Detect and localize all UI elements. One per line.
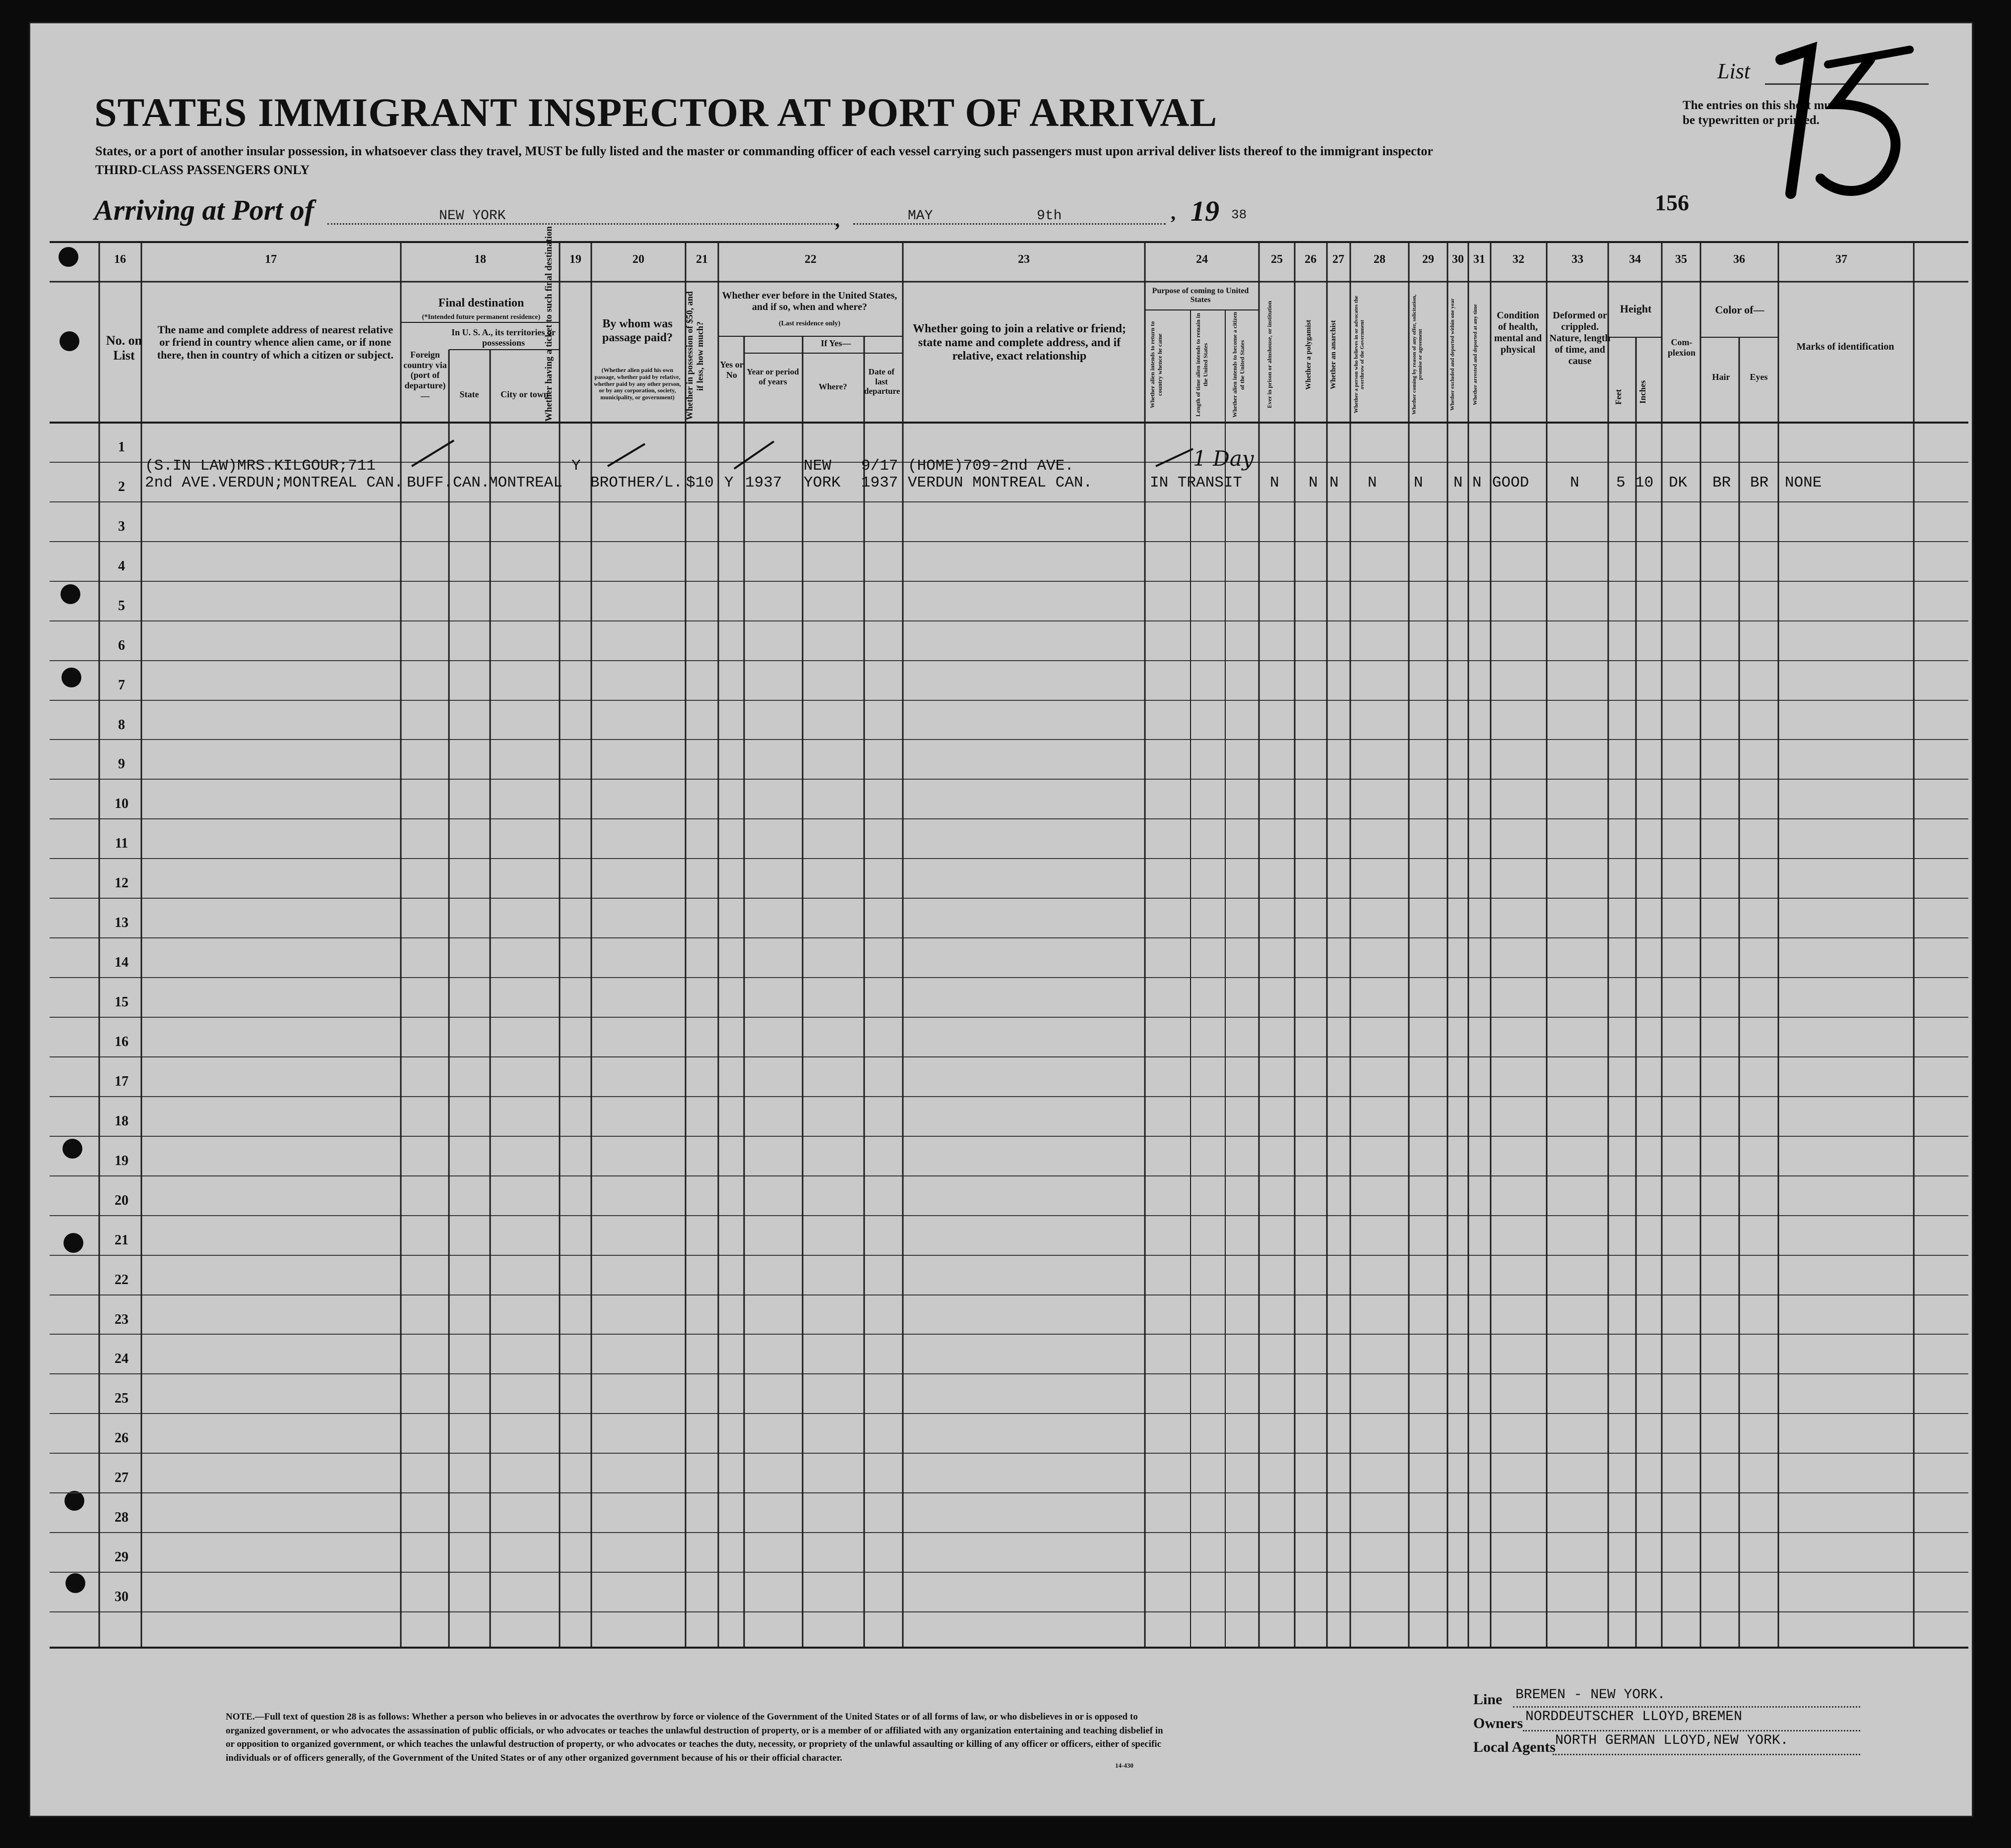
page-title: STATES IMMIGRANT INSPECTOR AT PORT OF ARRIVAL (94, 90, 1218, 135)
column-number-28: 28 (1374, 253, 1385, 266)
page-subtitle: States, or a port of another insular possession, in whatsoever class they travel, MUST be fully listed and the master or commanding officer of each vessel carrying such passengers must upon arrival deliver lists thereof to the immigrant inspector (95, 144, 1433, 158)
agents-underline (1553, 1754, 1860, 1755)
cell-eyes: BR (1750, 474, 1769, 492)
column-number-30: 30 (1452, 253, 1464, 266)
agents-label: Local Agents (1473, 1739, 1556, 1755)
header-eyes: Eyes (1750, 372, 1768, 382)
line-underline (1513, 1706, 1860, 1708)
row-number-26: 26 (115, 1430, 128, 1446)
agents-value: NORTH GERMAN LLOYD,NEW YORK. (1555, 1733, 1789, 1748)
column-number-36: 36 (1733, 253, 1745, 266)
header-deformed: Deformed or crippled. Nature, length of time, and cause (1549, 310, 1611, 367)
cell-polygamist: N (1309, 474, 1318, 492)
header-final-destination-note: (*Intended future permanent residence) (422, 313, 541, 321)
cell-join-line2: VERDUN MONTREAL CAN. (908, 474, 1093, 492)
header-purpose-length: Length of time alien intends to remain in the United States (1194, 313, 1209, 417)
column-number-20: 20 (632, 253, 644, 266)
row-number-23: 23 (115, 1312, 128, 1327)
header-passage-paid: By whom was passage paid? (602, 317, 673, 344)
row-number-3: 3 (118, 519, 125, 534)
row-number-22: 22 (115, 1272, 128, 1288)
column-number-18: 18 (474, 253, 486, 266)
header-offer: Whether coming by reason of any offer, solicitation, promise or agreement (1411, 294, 1423, 415)
header-purpose: Purpose of coming to United States (1152, 287, 1249, 305)
row-number-10: 10 (115, 796, 128, 811)
header-yes-no: Yes or No (720, 360, 744, 380)
row-number-30: 30 (115, 1589, 128, 1604)
row-number-29: 29 (115, 1549, 128, 1565)
header-before-us: Whether ever before in the United States, and if so, when and where? (722, 290, 897, 312)
column-number-16: 16 (114, 253, 126, 266)
row-number-5: 5 (118, 598, 125, 614)
row-number-19: 19 (115, 1153, 128, 1169)
row-number-16: 16 (115, 1034, 128, 1049)
column-number-22: 22 (805, 253, 817, 266)
cell-purpose: IN TRANSIT (1150, 474, 1243, 492)
cell-city: MONTREAL (489, 474, 563, 492)
column-number-32: 32 (1512, 253, 1524, 266)
cell-arrested: N (1472, 474, 1482, 492)
row-number-18: 18 (115, 1113, 128, 1129)
column-number-25: 25 (1271, 253, 1283, 266)
row-number-28: 28 (115, 1510, 128, 1525)
sheet-number: 156 (1655, 190, 1689, 215)
list-label: List (1717, 59, 1751, 83)
column-number-35: 35 (1675, 253, 1687, 266)
column-number-24: 24 (1196, 253, 1208, 266)
header-hair: Hair (1712, 372, 1730, 382)
port-value: NEW YORK (439, 208, 506, 224)
cell-date-line1: 9/17 (861, 457, 898, 475)
column-number-17: 17 (265, 253, 277, 266)
row-number-12: 12 (115, 875, 128, 891)
row-number-14: 14 (115, 955, 128, 970)
line-label: Line (1473, 1691, 1503, 1708)
column-number-29: 29 (1422, 253, 1434, 266)
row-number-24: 24 (115, 1351, 128, 1366)
cell-length-handwritten: 1 Day (1193, 446, 1254, 471)
typewritten-note: The entries on this sheet must be typewritten or printed. (1683, 99, 1840, 127)
header-no-on-list: No. on List (106, 333, 142, 363)
header-polygamist: Whether a polygamist (1305, 319, 1313, 390)
footer-note: NOTE.—Full text of question 28 is as follows: Whether a person who believes in or advocates the overthrow by force or violence of the Government of the United States or of all forms of law, or who disbelieves in or is opposed to organized government, or who advocates the assassination of public officials, or who advocates or teaches the unlawful destruction of property, or is a member of or affiliated with any organization entertaining and teaching disbelief in or opposition to organized government, or which teaches the unlawful destruction of property, or who advocates or teaches the duty, necessity, or propriety of the unlawful assaulting or killing of any officer or officers, either of specific individuals or of officers generally, of the Government of the United States or of any other organized government because of his or their official character. (226, 1712, 1163, 1763)
header-arrested: Whether arrested and deported at any time (1472, 304, 1478, 405)
row-number-8: 8 (118, 717, 125, 733)
row-number-13: 13 (115, 915, 128, 930)
row-number-11: 11 (115, 836, 128, 851)
header-final-destination: Final destination (438, 297, 524, 309)
header-relative: The name and complete address of nearest relative or friend in country whence alien came, or if none there, then in country of which a citizen or subject. (157, 323, 394, 361)
header-marks: Marks of identification (1796, 341, 1894, 352)
row-number-20: 20 (115, 1193, 128, 1208)
year-suffix: 38 (1231, 207, 1247, 222)
row-number-17: 17 (115, 1074, 128, 1089)
day-value: 9th (1037, 208, 1062, 224)
cell-prison: N (1270, 474, 1279, 492)
header-passage-paid-note: (Whether alien paid his own passage, whether paid by relative, whether paid by any other person, or by any corporation, society, municipality, or government) (594, 367, 681, 401)
cell-ticket: Y (571, 457, 581, 475)
month-value: MAY (908, 208, 933, 224)
header-foreign-country: Foreign country via (port of departure)— (403, 350, 447, 401)
header-feet: Feet (1614, 389, 1623, 405)
cell-anarchist: N (1329, 474, 1339, 492)
cell-relative-line2: 2nd AVE.VERDUN;MONTREAL CAN. (145, 474, 403, 492)
column-number-34: 34 (1629, 253, 1641, 266)
cell-date-line2: 1937 (861, 474, 898, 492)
header-height: Height (1620, 303, 1652, 315)
cell-overthrow: N (1368, 474, 1377, 492)
comma-glyph: , (1171, 201, 1176, 224)
cell-hair: BR (1712, 474, 1731, 492)
column-number-31: 31 (1473, 253, 1485, 266)
column-number-23: 23 (1018, 253, 1030, 266)
header-if-yes: If Yes— (820, 338, 851, 348)
cell-inches: 10 (1635, 474, 1654, 492)
cell-marks: NONE (1785, 474, 1822, 492)
class-line: THIRD-CLASS PASSENGERS ONLY (95, 163, 310, 177)
header-prison: Ever in prison or almshouse, or institution (1266, 301, 1273, 409)
header-state: State (459, 389, 479, 399)
cell-deformed: N (1570, 474, 1579, 492)
header-inches: Inches (1638, 380, 1647, 404)
header-overthrow: Whether a person who believes in or advocates the overthrow of the Government (1353, 296, 1365, 414)
header-where: Where? (818, 382, 847, 391)
header-date-departure: Date of last departure (864, 367, 900, 396)
header-before-us-note: (Last residence only) (778, 320, 841, 327)
header-in-usa: In U. S. A., its territories or possessions (451, 327, 556, 348)
column-number-26: 26 (1305, 253, 1317, 266)
header-year: Year or period of years (747, 367, 799, 386)
line-value: BREMEN - NEW YORK. (1515, 1687, 1666, 1703)
owners-label: Owners (1473, 1715, 1523, 1731)
cell-money: $10 (686, 474, 714, 492)
arriving-label: Arriving at Port of (94, 194, 314, 226)
header-anarchist: Whether an anarchist (1329, 320, 1337, 389)
row-number-25: 25 (115, 1391, 128, 1406)
cell-feet: 5 (1616, 474, 1626, 492)
header-health: Condition of health, mental and physical (1494, 310, 1542, 355)
cell-where-line1: NEW (804, 457, 831, 475)
column-number-33: 33 (1571, 253, 1583, 266)
row-number-4: 4 (118, 558, 125, 574)
cell-join-line1: (HOME)709-2nd AVE. (908, 457, 1074, 475)
row-number-15: 15 (115, 994, 128, 1010)
header-city: City or town (501, 389, 549, 399)
year-prefix: 19 (1191, 195, 1219, 227)
header-money: Whether in possession of $50, and if less, how much? (685, 291, 705, 421)
row-number-2: 2 (118, 479, 125, 494)
cell-complexion: DK (1669, 474, 1688, 492)
row-number-6: 6 (118, 638, 125, 653)
header-ticket: Whether having a ticket to such final destination (544, 226, 554, 422)
column-number-19: 19 (569, 253, 581, 266)
cell-paid-by: BROTHER/L. (590, 474, 683, 492)
form-number: 14-430 (1115, 1762, 1133, 1769)
cell-year: 1937 (745, 474, 782, 492)
row-number-1: 1 (118, 439, 125, 455)
row-number-7: 7 (118, 678, 125, 693)
comma-glyph: , (835, 209, 840, 231)
header-complexion: Com-plexion (1667, 337, 1696, 358)
owners-underline (1523, 1730, 1860, 1731)
row-number-9: 9 (118, 756, 125, 772)
cell-relative-line1: (S.IN LAW)MRS.KILGOUR;711 (145, 457, 376, 475)
cell-state: BUFF.CAN. (407, 474, 490, 492)
owners-value: NORDDEUTSCHER LLOYD,BREMEN (1525, 1709, 1742, 1725)
header-purpose-citizen: Whether alien intends to become a citizen of the United States (1231, 311, 1246, 418)
row-number-21: 21 (115, 1232, 128, 1248)
header-join-relative: Whether going to join a relative or friend; state name and complete address, and if relative, exact relationship (913, 322, 1126, 363)
column-number-37: 37 (1835, 253, 1847, 266)
header-purpose-return: Whether alien intends to return to country whence he came (1149, 321, 1163, 409)
cell-where-line2: YORK (804, 474, 841, 492)
cell-excluded: N (1453, 474, 1463, 492)
cell-offer: N (1414, 474, 1423, 492)
column-number-27: 27 (1332, 253, 1344, 266)
header-excluded: Whether excluded and deported within one year (1449, 298, 1455, 411)
header-color-of: Color of— (1715, 304, 1764, 316)
cell-before: Y (724, 474, 734, 492)
row-number-27: 27 (115, 1470, 128, 1485)
column-number-21: 21 (696, 253, 708, 266)
cell-health: GOOD (1492, 474, 1529, 492)
